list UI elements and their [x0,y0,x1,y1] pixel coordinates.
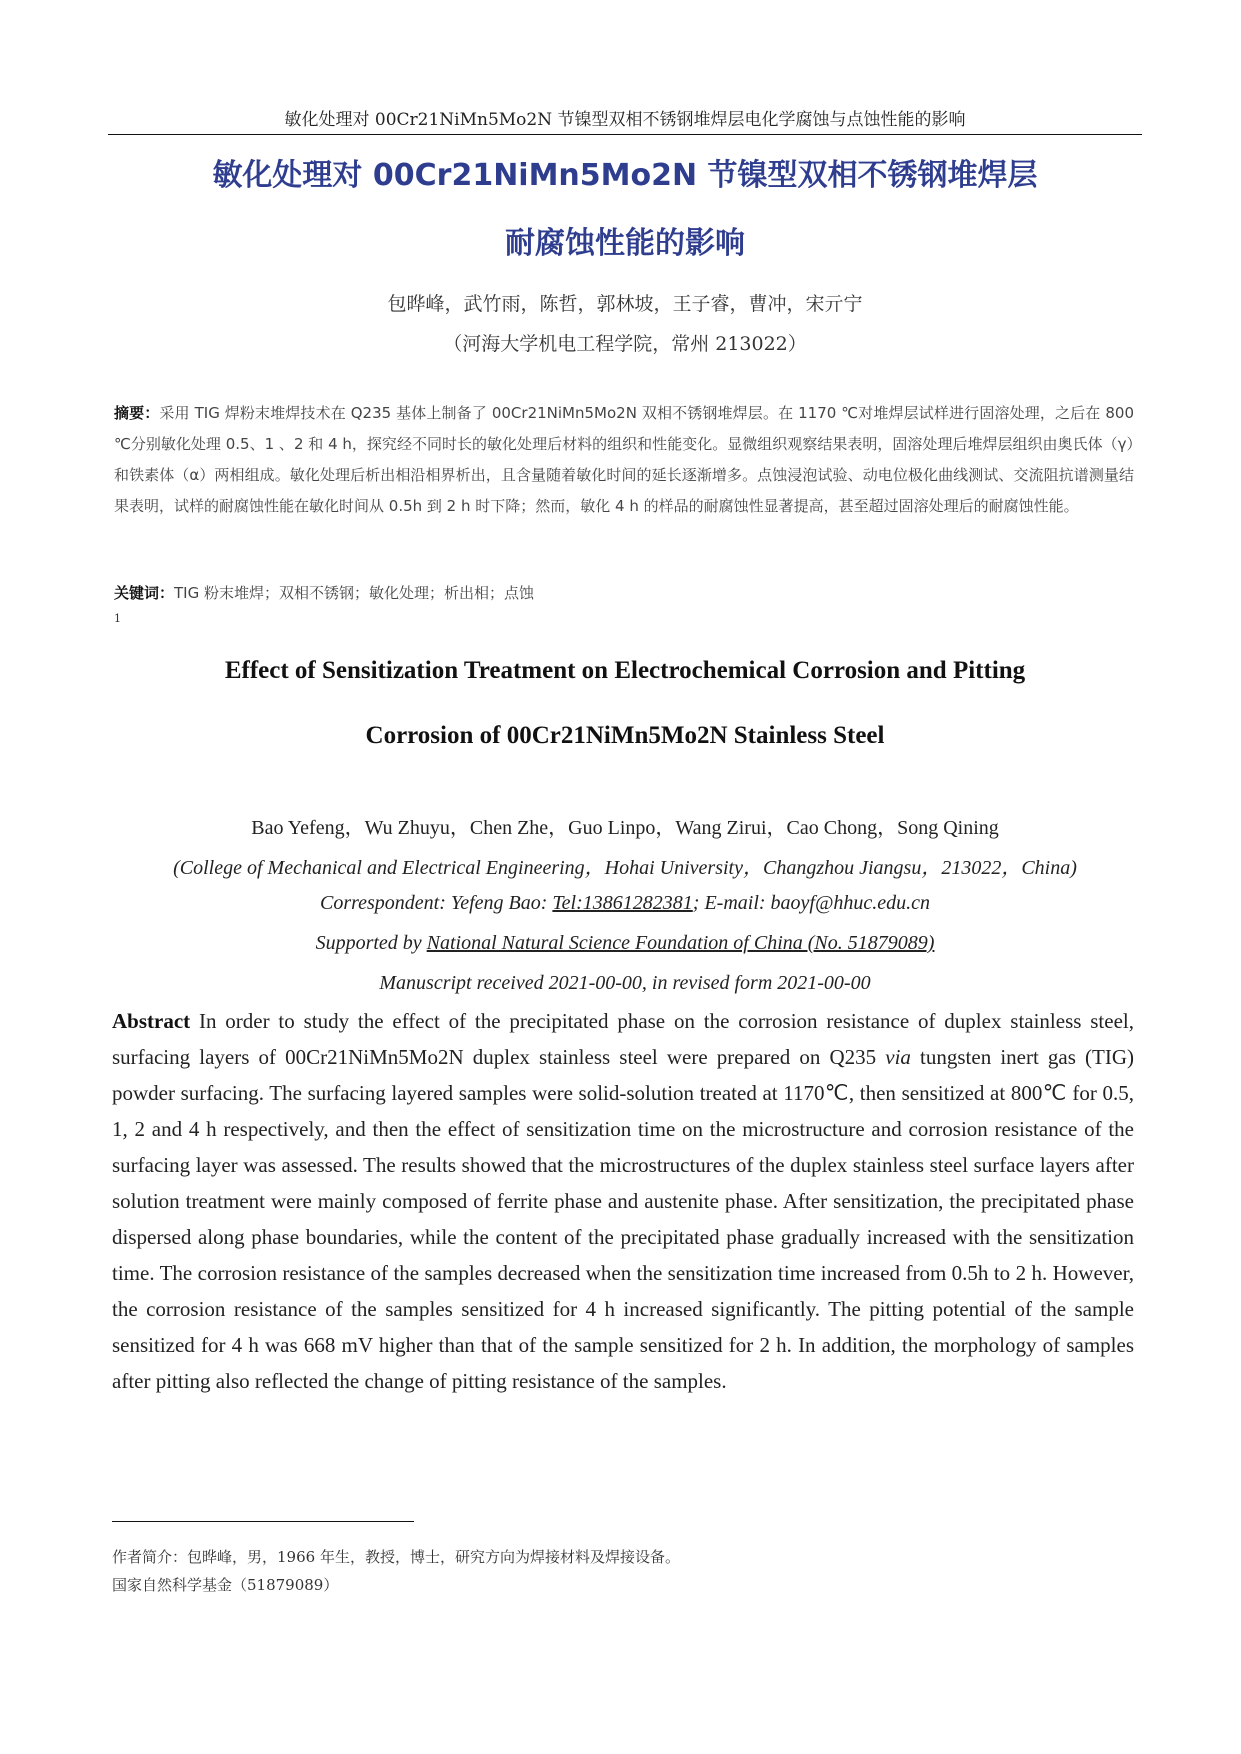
chinese-keywords-label: 关键词： [114,584,175,602]
email-text: ; E-mail: baoyf@hhuc.edu.cn [692,892,930,914]
chinese-keywords-text: TIG 粉末堆焊；双相不锈钢；敏化处理；析出相；点蚀 [174,584,534,602]
footnote-marker: 1 [114,612,121,625]
english-abstract-via: via [885,1045,911,1069]
chinese-authors: 包晔峰，武竹雨，陈哲，郭林坡，王子睿，曹冲，宋亓宁 [387,293,863,315]
correspondent-line [110,892,1140,915]
footnote-funding: 国家自然科学基金（51879089） [112,1576,339,1594]
support-line [110,932,1140,955]
footnote-rule [112,1521,414,1522]
manuscript-received: Manuscript received 2021-00-00, in revised form 2021-00-00 [379,972,871,994]
english-title-line-2: Corrosion of 00Cr21NiMn5Mo2N Stainless Steel [365,722,885,749]
chinese-title-line-2: 耐腐蚀性能的影响 [505,226,745,261]
english-abstract-label: Abstract [112,1009,191,1033]
fund-link[interactable]: National Natural Science Foundation of China (No. 51879089) [426,932,935,954]
footnote-author-intro: 作者简介：包晔峰，男，1966 年生，教授，博士，研究方向为焊接材料及焊接设备。 [112,1548,680,1566]
chinese-keywords [114,582,1134,603]
english-abstract-part-1: In order to study the effect of the precipitated phase on the corrosion resistance of duplex stainless steel, surfacing layers of 00Cr21NiMn5Mo2N duplex stainless steel were prepared on Q235 [112,1009,1134,1069]
support-prefix: Supported by [315,932,427,954]
english-affiliation: (College of Mechanical and Electrical Engineering，Hohai University，Changzhou Jiangsu，213022，China) [173,857,1077,879]
chinese-abstract-label: 摘要： [114,404,160,422]
telephone-link[interactable]: Tel:13861282381 [552,892,693,914]
english-abstract [112,1003,1134,1399]
english-abstract-part-2: tungsten inert gas (TIG) powder surfacing. The surfacing layered samples were solid-solution treated at 1170℃, then sensitized at 800℃ for 0.5, 1, 2 and 4 h respectively, and then the effect of sensitization time on the microstructure and corrosion resistance of the surfacing layer was assessed. The results showed that the microstructures of the duplex stainless steel surface layers after solution treatment were mainly composed of ferrite phase and austenite phase. After sensitization, the precipitated phase dispersed along phase boundaries, while the content of the precipitated phase gradually increased with the sensitization time. The corrosion resistance of the samples decreased when the sensitization time increased from 0.5h to 2 h. However, the corrosion resistance of the samples sensitized for 4 h increased significantly. The pitting potential of the sample sensitized for 4 h was 668 mV higher than that of the sample sensitized for 2 h. In addition, the morphology of samples after pitting also reflected the change of pitting resistance of the samples. [112,1045,1134,1393]
chinese-abstract [114,398,1134,522]
chinese-affiliation: （河海大学机电工程学院，常州 213022） [443,333,807,355]
chinese-title-line-1: 敏化处理对 00Cr21NiMn5Mo2N 节镍型双相不锈钢堆焊层 [212,158,1038,193]
header-rule [108,134,1142,135]
running-header: 敏化处理对 00Cr21NiMn5Mo2N 节镍型双相不锈钢堆焊层电化学腐蚀与点蚀性能的影响 [284,110,966,130]
correspondent-prefix: Correspondent: Yefeng Bao: [319,892,553,914]
english-authors: Bao Yefeng，Wu Zhuyu，Chen Zhe，Guo Linpo，Wang Zirui，Cao Chong，Song Qining [251,817,999,839]
english-title-line-1: Effect of Sensitization Treatment on Electrochemical Corrosion and Pitting [224,657,1026,684]
chinese-abstract-text: 采用 TIG 焊粉末堆焊技术在 Q235 基体上制备了 00Cr21NiMn5Mo2N 双相不锈钢堆焊层。在 1170 ℃对堆焊层试样进行固溶处理，之后在 800 ℃分别敏化处理 0.5、1 、2 和 4 h，探究经不同时长的敏化处理后材料的组织和性能变化。显微组织观察结果表明，固溶处理后堆焊层组织由奥氏体（γ）和铁素体（α）两相组成。敏化处理后析出相沿相界析出，且含量随着敏化时间的延长逐渐增多。点蚀浸泡试验、动电位极化曲线测试、交流阻抗谱测量结果表明，试样的耐腐蚀性能在敏化时间从 0.5h 到 2 h 时下降；然而，敏化 4 h 的样品的耐腐蚀性显著提高，甚至超过固溶处理后的耐腐蚀性能。 [114,404,1134,515]
